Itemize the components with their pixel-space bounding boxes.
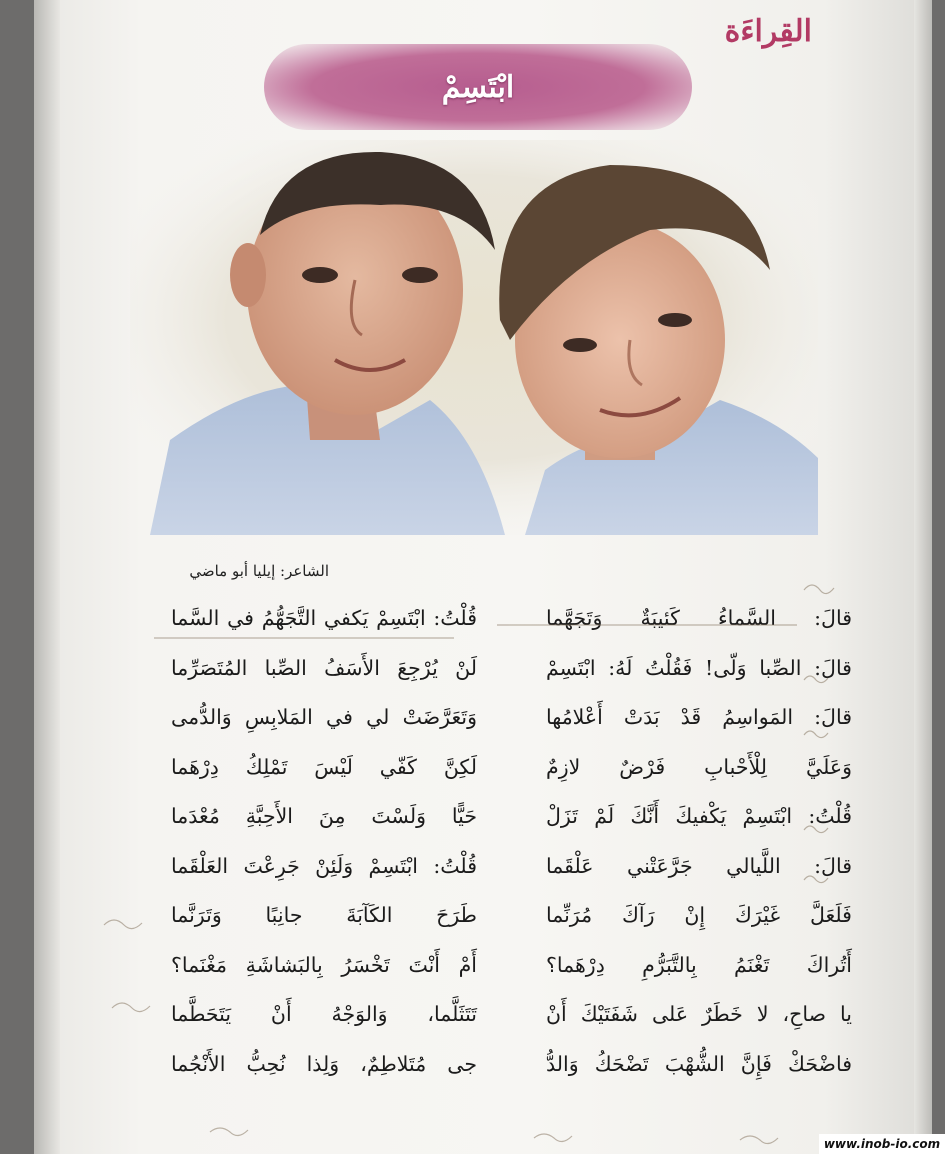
- verse-second-hemistich: لَنْ يُرْجِعَ الأَسَفُ الصِّبا المُتَصَرِّما: [171, 655, 477, 680]
- verse-second-hemistich: تَتَثَلَّما، وَالوَجْهُ أَنْ يَتَحَطَّما: [171, 1002, 477, 1026]
- verse-second-hemistich: جى مُتَلاطِمٌ، وَلِذا نُحِبُّ الأَنْجُما: [171, 1051, 477, 1076]
- verse-second-hemistich: طَرَحَ الكَآبَةَ جانِبًا وَتَرَنَّما: [171, 903, 477, 927]
- verse-first-hemistich: فاضْحَكْ فَإِنَّ الشُّهْبَ تَضْحَكُ وَالدُّ: [546, 1051, 852, 1076]
- verse-second-hemistich: قُلْتُ: ابْتَسِمْ يَكفي التَّجَهُّمُ في السَّما: [171, 606, 477, 630]
- poet-credit: الشاعر: إيليا أبو ماضي: [189, 562, 329, 580]
- verse-second-hemistich: حَيًّا وَلَسْتَ مِنَ الأَحِبَّةِ مُعْدَما: [171, 804, 477, 828]
- verse-second-hemistich: أَمْ أَنْتَ تَخْسَرُ بِالبَشاشَةِ مَغْنَما؟: [171, 952, 477, 977]
- verse-first-hemistich: قالَ: اللَّيالي جَرَّعَتْني عَلْقَما: [546, 853, 852, 878]
- verse-second-hemistich: وَتَعَرَّضَتْ لي في المَلابِسِ وَالدُّمى: [171, 705, 477, 729]
- textbook-page: [34, 0, 932, 1154]
- section-label: القِراءَة: [724, 14, 812, 49]
- verse-first-hemistich: فَلَعَلَّ غَيْرَكَ إِنْ رَآكَ مُرَنِّما: [546, 903, 852, 927]
- verse-first-hemistich: قُلْتُ: ابْتَسِمْ يَكْفيكَ أَنَّكَ لَمْ تَزَلْ: [546, 804, 852, 828]
- verse-first-hemistich: قالَ: المَواسِمُ قَدْ بَدَتْ أَعْلامُها: [546, 705, 852, 729]
- verse-first-hemistich: وَعَلَيَّ لِلْأَحْبابِ فَرْضٌ لازِمٌ: [546, 754, 852, 779]
- verse-first-hemistich: قالَ: الصِّبا وَلّى! فَقُلْتُ لَهُ: ابْتَسِمْ: [546, 655, 852, 680]
- verse-second-hemistich: قُلْتُ: ابْتَسِمْ وَلَئِنْ جَرِعْتَ العَلْقَما: [171, 853, 477, 878]
- verse-first-hemistich: أَتُراكَ تَغْنَمُ بِالتَّبَرُّمِ دِرْهَما؟: [546, 952, 852, 977]
- pencil-annotations: [34, 0, 932, 1154]
- watermark-url: www.inob-io.com: [819, 1134, 945, 1154]
- lesson-title: ابْتَسِمْ: [441, 69, 515, 105]
- verse-second-hemistich: لَكِنَّ كَفّي لَيْسَ تَمْلِكُ دِرْهَما: [171, 754, 477, 779]
- verse-first-hemistich: قالَ: السَّماءُ كَئيبَةٌ وَتَجَهَّما: [546, 606, 852, 630]
- verse-first-hemistich: يا صاحِ، لا خَطَرٌ عَلى شَفَتَيْكَ أَنْ: [546, 1002, 852, 1026]
